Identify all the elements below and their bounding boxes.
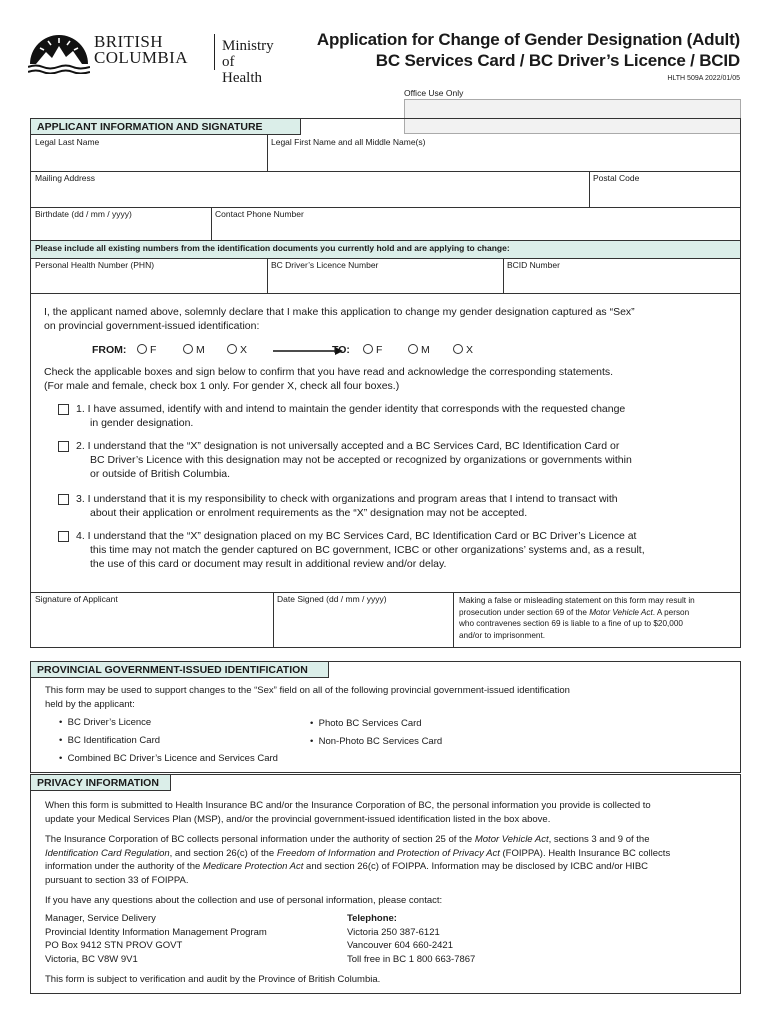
privacy-footer: This form is subject to verification and audit by the Province of British Columbia. (45, 974, 381, 985)
statement-3: 3. I understand that it is my responsibility to check with organizations and program areas that I intend to transact with about their application or enrolment requirements as the “X” designation may not be accepted. (76, 493, 618, 519)
radio-icon (137, 344, 147, 354)
privacy-paragraph-1: When this form is submitted to Health Insurance BC and/or the Insurance Corporation of BC, the personal information you provide is collected to update your Medical Services Plan (MSP), and/or the provincial government-issued identification listed in the box above. (45, 800, 651, 825)
date-signed-field[interactable]: Date Signed (dd / mm / yyyy) (277, 594, 387, 604)
ministry-name: Ministry of Health (222, 38, 274, 86)
statement-3-checkbox[interactable] (58, 494, 69, 505)
list-item: • BC Identification Card (59, 735, 161, 746)
false-statement-warning: Making a false or misleading statement on this form may result in prosecution under section 69 of the Motor Vehicle Act. A person who contravenes section 69 is liable to a fine of up to $20,000 and/or to imprisonment. (459, 596, 695, 640)
list-item: • Combined BC Driver’s Licence and Services Card (59, 753, 278, 764)
birthdate-field[interactable]: Birthdate (dd / mm / yyyy) (35, 209, 132, 219)
to-option-m[interactable]: M (408, 343, 430, 357)
form-title: Application for Change of Gender Designation (Adult) (316, 30, 740, 49)
radio-icon (227, 344, 237, 354)
privacy-section (30, 774, 741, 994)
list-item: • Photo BC Services Card (310, 718, 422, 729)
radio-icon (183, 344, 193, 354)
office-use-label: Office Use Only (404, 88, 464, 98)
form-subtitle: BC Services Card / BC Driver’s Licence / BCID (375, 51, 740, 70)
bc-logo (28, 30, 278, 86)
first-names-field[interactable]: Legal First Name and all Middle Name(s) (271, 137, 426, 147)
radio-icon (408, 344, 418, 354)
list-item: • Non-Photo BC Services Card (310, 736, 443, 747)
instruction-text: Check the applicable boxes and sign below to confirm that you have read and acknowledge the corresponding statements. (For male and female, check box 1 only. For gender X, check all four boxes.) (44, 366, 614, 392)
statement-2-checkbox[interactable] (58, 441, 69, 452)
bcid-number-field[interactable]: BCID Number (507, 260, 560, 270)
last-name-field[interactable]: Legal Last Name (35, 137, 100, 147)
from-label: FROM: (92, 344, 127, 356)
statement-4-checkbox[interactable] (58, 531, 69, 542)
statement-2: 2. I understand that the “X” designation is not universally accepted and a BC Services Card, BC Identification Card or BC Driver’s Licence with this designation may not be accepted or recognized by organizations or governments within or outside of British Columbia. (76, 440, 632, 480)
id-instruction: Please include all existing numbers from the identification documents you currently hold and are applying to change: (31, 241, 740, 258)
divider (31, 293, 740, 294)
from-option-m[interactable]: M (183, 343, 205, 357)
phn-field[interactable]: Personal Health Number (PHN) (35, 260, 155, 270)
radio-icon (363, 344, 373, 354)
form-code: HLTH 509A 2022/01/05 (667, 75, 740, 82)
bc-sun-logo-icon (28, 30, 90, 74)
statement-4: 4. I understand that the “X” designation placed on my BC Services Card, BC Identification Card or BC Driver’s Licence at this time may not match the gender captured on BC government, ICBC or other organizations’ systems and, as a result, the use of this card or document may result in additional review and/or delay. (76, 530, 645, 570)
phone-field[interactable]: Contact Phone Number (215, 209, 304, 219)
postal-code-field[interactable]: Postal Code (593, 173, 640, 183)
to-option-x[interactable]: X (453, 343, 473, 357)
from-option-f[interactable]: F (137, 343, 156, 357)
logo-divider (214, 34, 215, 70)
to-label: TO: (332, 344, 350, 356)
from-option-x[interactable]: X (227, 343, 247, 357)
radio-icon (453, 344, 463, 354)
dl-number-field[interactable]: BC Driver’s Licence Number (271, 260, 379, 270)
section-title: PROVINCIAL GOVERNMENT-ISSUED IDENTIFICATION (31, 662, 329, 678)
privacy-paragraph-2: The Insurance Corporation of BC collects personal information under the authority of section 25 of the Motor Vehicle Act, sections 3 and 9 of the Identification Card Regulation, and section 26(c) of the Freedom of Information and Protection of Privacy Act (FOIPPA). Health Insurance BC collects information under the authority of the Medicare Protection Act and section 26(c) of FOIPPA. Information may be disclosed by ICBC and/or HIBC pursuant to section 33 of FOIPPA. (45, 834, 671, 886)
mailing-address-field[interactable]: Mailing Address (35, 173, 96, 183)
contact-phones: Telephone: Victoria 250 387-6121 Vancouver 604 660-2421 Toll free in BC 1 800 663-7867 (347, 913, 476, 965)
provincial-id-section (30, 661, 741, 773)
section-title: APPLICANT INFORMATION AND SIGNATURE (31, 119, 301, 135)
declaration-text: I, the applicant named above, solemnly declare that I make this application to change my gender designation captured as “Sex” on provincial government-issued identification: (44, 306, 635, 332)
logo-wordmark: BRITISH COLUMBIA (94, 32, 188, 67)
section-title: PRIVACY INFORMATION (31, 775, 171, 791)
to-option-f[interactable]: F (363, 343, 382, 357)
applicant-section (30, 118, 741, 648)
contact-address: Manager, Service Delivery Provincial Identity Information Management Program PO Box 9412 STN PROV GOVT Victoria, BC V8W 9V1 (45, 913, 267, 965)
statement-1-checkbox[interactable] (58, 404, 69, 415)
statement-1: 1. I have assumed, identify with and intend to maintain the gender identity that corresponds with the requested change in gender designation. (76, 403, 626, 429)
divider (453, 592, 454, 648)
provincial-intro: This form may be used to support changes to the “Sex” field on all of the following provincial government-issued identification held by the applicant: (45, 685, 570, 710)
list-item: • BC Driver’s Licence (59, 717, 152, 728)
privacy-paragraph-3: If you have any questions about the collection and use of personal information, please contact: (45, 895, 443, 906)
signature-field[interactable]: Signature of Applicant (35, 594, 118, 604)
